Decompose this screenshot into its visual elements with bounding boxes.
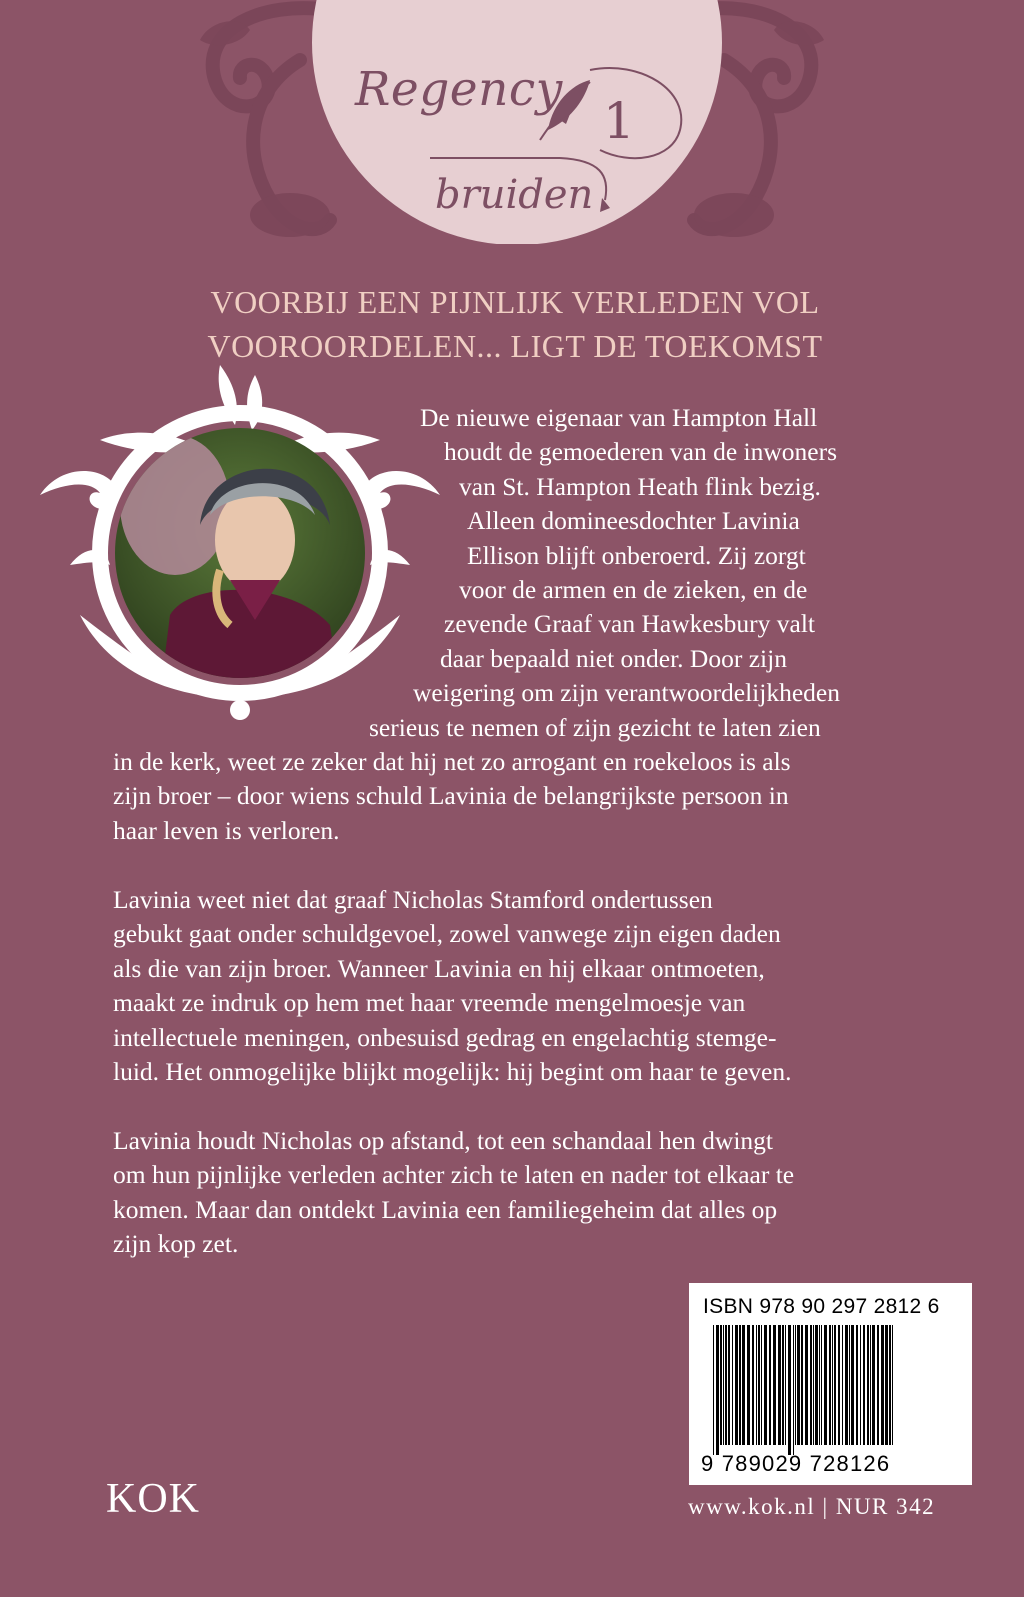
series-medallion: [0, 0, 1024, 244]
barcode-bar: [758, 1325, 760, 1445]
barcode-bar: [867, 1325, 869, 1445]
barcode-bar: [870, 1325, 871, 1445]
barcode-bar: [728, 1325, 730, 1445]
barcode-bar: [881, 1325, 884, 1445]
blurb-line: Lavinia houdt Nicholas op afstand, tot een schandaal hen dwingt: [113, 1126, 773, 1155]
tagline-line1: VOORBIJ EEN PIJNLIJK VERLEDEN VOL: [210, 284, 820, 320]
blurb-line: van St. Hampton Heath flink bezig.: [459, 471, 821, 501]
barcode-bar: [885, 1325, 888, 1445]
barcode-bar: [849, 1325, 850, 1445]
tagline: [90, 280, 940, 368]
barcode-bar: [892, 1325, 893, 1445]
blurb-line: voor de armen en de zieken, en de: [459, 575, 808, 605]
isbn-barcode: [689, 1283, 972, 1485]
publisher-footer: www.kok.nl | NUR 342: [688, 1494, 936, 1519]
blurb-line: serieus te nemen of zijn gezicht te laten zien: [369, 712, 821, 742]
series-title-line2: bruiden: [435, 172, 594, 218]
barcode-bar: [801, 1325, 803, 1445]
barcode-bar: [788, 1325, 791, 1455]
barcode-bar: [813, 1325, 814, 1445]
barcode-bar: [824, 1325, 827, 1445]
blurb-paragraph-3: [113, 1124, 794, 1262]
blurb-line: maakt ze indruk op hem met haar vreemde mengelmoesje van: [113, 988, 746, 1018]
barcode-bar: [773, 1325, 776, 1445]
barcode-bar: [752, 1325, 754, 1445]
blurb-line: weigering om zijn verantwoordelijkheden: [413, 678, 840, 708]
blurb-line: Alleen domineesdochter Lavinia: [467, 506, 800, 536]
barcode-icon: [711, 1325, 951, 1455]
blurb-line: houdt de gemoederen van de inwoners: [444, 437, 837, 467]
blurb-line: haar leven is verloren.: [113, 815, 340, 845]
barcode-bar: [815, 1325, 818, 1445]
barcode-bar: [720, 1325, 722, 1445]
publisher-logo: KOK: [106, 1476, 200, 1522]
barcode-bar: [778, 1325, 781, 1445]
barcode-bar: [819, 1325, 820, 1445]
blurb-line: zevende Graaf van Hawkesbury valt: [444, 609, 815, 639]
barcode-bar: [889, 1325, 891, 1445]
barcode-bar: [805, 1325, 808, 1445]
barcode-bar: [735, 1325, 738, 1445]
isbn-text: ISBN 978 90 297 2812 6: [703, 1295, 940, 1318]
barcode-bar: [747, 1325, 750, 1445]
barcode-bar: [821, 1325, 822, 1445]
barcode-bar: [856, 1325, 858, 1445]
barcode-bar: [810, 1325, 812, 1445]
blurb-line: daar bepaald niet onder. Door zijn: [440, 643, 787, 673]
barcode-bar: [769, 1325, 771, 1445]
series-volume-number: 1: [603, 92, 635, 150]
barcode-bar: [732, 1325, 733, 1445]
blurb-line: komen. Maar dan ontdekt Lavinia een familiegeheim dat alles op: [113, 1194, 778, 1224]
barcode-bar: [761, 1325, 762, 1445]
barcode-bar: [785, 1325, 786, 1445]
blurb-line: om hun pijnlijke verleden achter zich te laten en nader tot elkaar te: [113, 1160, 795, 1190]
barcode-bar: [742, 1325, 745, 1445]
barcode-bar: [845, 1325, 848, 1445]
barcode-bar: [713, 1325, 714, 1455]
blurb-line: in de kerk, weet ze zeker dat hij net zo arrogant en roekeloos is als: [113, 747, 791, 777]
barcode-bar: [863, 1325, 865, 1445]
barcode-bar: [716, 1325, 719, 1455]
barcode-bar: [725, 1325, 727, 1445]
blurb-paragraph-2: [113, 883, 791, 1089]
barcode-bar: [860, 1325, 861, 1445]
barcode-bar: [795, 1325, 796, 1445]
barcode-bar: [872, 1325, 875, 1445]
barcode-bar: [756, 1325, 757, 1445]
barcode-bar: [838, 1325, 840, 1445]
series-title-line1: Regency: [355, 62, 563, 117]
blurb-line: gebukt gaat onder schuldgevoel, zowel vanwege zijn eigen daden: [113, 919, 781, 949]
barcode-bar: [739, 1325, 741, 1445]
blurb-line: als die van zijn broer. Wanneer Lavinia en hij elkaar ontmoeten,: [113, 953, 765, 983]
barcode-bar: [723, 1325, 724, 1445]
blurb-line: De nieuwe eigenaar van Hampton Hall: [420, 403, 818, 432]
blurb-line: intellectuele meningen, onbesuisd gedrag en engelachtig stemge-: [113, 1022, 777, 1052]
barcode-bar: [877, 1325, 879, 1445]
blurb-paragraph-1: [0, 401, 1024, 848]
barcode-bar: [851, 1325, 854, 1445]
barcode-bar: [793, 1325, 794, 1455]
blurb-line: zijn kop zet.: [113, 1229, 239, 1259]
barcode-bar: [782, 1325, 784, 1445]
blurb-line: luid. Het onmogelijke blijkt mogelijk: hij begint om haar te geven.: [113, 1057, 792, 1087]
barcode-digits: 9 789029 728126: [701, 1451, 891, 1476]
barcode-bar: [832, 1325, 833, 1445]
blurb-line: Lavinia weet niet dat graaf Nicholas Stamford ondertussen: [113, 885, 713, 914]
barcode-bar: [829, 1325, 831, 1445]
barcode-bar: [764, 1325, 767, 1445]
barcode-bar: [842, 1325, 843, 1445]
blurb-line: zijn broer – door wiens schuld Lavinia de belangrijkste persoon in: [113, 781, 789, 811]
tagline-line2: VOOROORDELEN... LIGT DE TOEKOMST: [207, 328, 823, 364]
barcode-bar: [797, 1325, 800, 1445]
blurb-line: Ellison blijft onberoerd. Zij zorgt: [467, 540, 806, 570]
barcode-bar: [834, 1325, 836, 1445]
